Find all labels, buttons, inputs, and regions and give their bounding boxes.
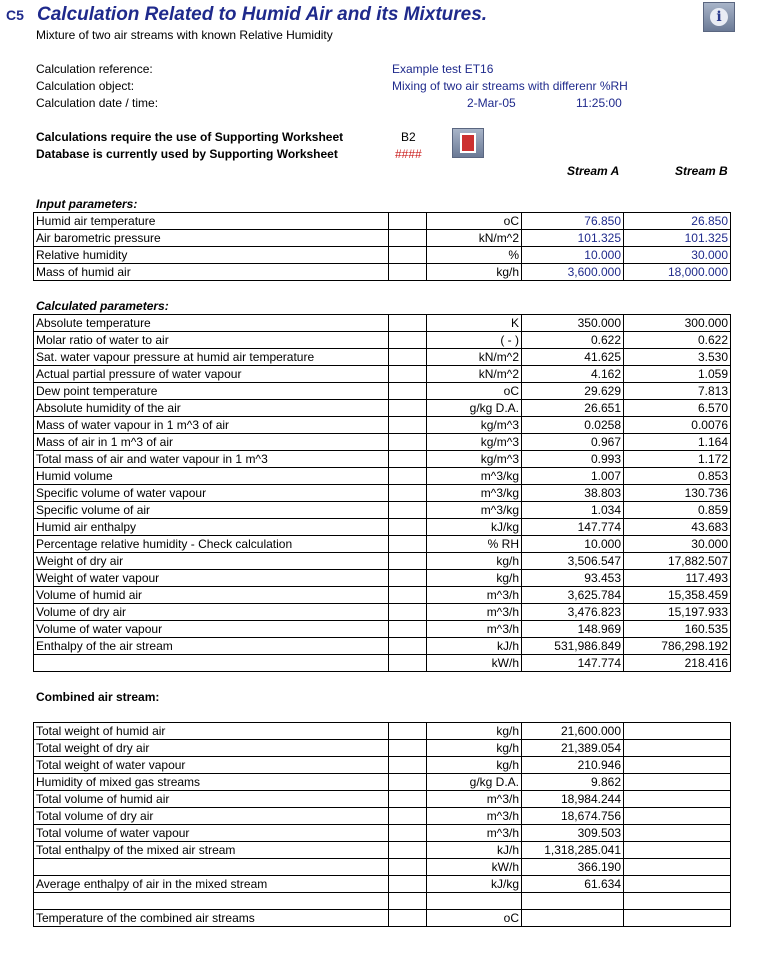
stream-a-value: 18,674.756 — [522, 808, 624, 825]
param-label: Total weight of dry air — [34, 740, 389, 757]
calc-object-value[interactable]: Mixing of two air streams with differenr %RH — [392, 79, 628, 93]
param-label: Enthalpy of the air stream — [34, 638, 389, 655]
stream-b-value: 786,298.192 — [624, 638, 731, 655]
spacer-cell — [389, 808, 427, 825]
param-label: Molar ratio of water to air — [34, 332, 389, 349]
unit-cell: kJ/kg — [427, 519, 522, 536]
stream-b-value: 6.570 — [624, 400, 731, 417]
param-label — [34, 893, 389, 910]
stream-a-value: 1,318,285.041 — [522, 842, 624, 859]
stream-a-value: 9.862 — [522, 774, 624, 791]
spacer-cell — [389, 366, 427, 383]
stream-b-value — [624, 893, 731, 910]
param-label: Total weight of water vapour — [34, 757, 389, 774]
stream-a-header: Stream A — [567, 164, 620, 178]
param-label: Air barometric pressure — [34, 230, 389, 247]
param-label: Volume of dry air — [34, 604, 389, 621]
spacer-cell — [389, 910, 427, 927]
stream-b-value: 0.622 — [624, 332, 731, 349]
stream-b-value: 7.813 — [624, 383, 731, 400]
stream-a-value: 10.000 — [522, 536, 624, 553]
param-label: Mass of air in 1 m^3 of air — [34, 434, 389, 451]
param-label: Specific volume of water vapour — [34, 485, 389, 502]
table-row — [34, 485, 731, 502]
unit-cell: m^3/h — [427, 621, 522, 638]
param-label: Total weight of humid air — [34, 723, 389, 740]
stream-b-value[interactable]: 18,000.000 — [624, 264, 731, 281]
unit-cell: kg/h — [427, 740, 522, 757]
stream-b-value: 1.164 — [624, 434, 731, 451]
table-row — [34, 434, 731, 451]
spacer-cell — [389, 604, 427, 621]
table-row — [34, 366, 731, 383]
stream-b-value: 30.000 — [624, 536, 731, 553]
unit-cell: kg/m^3 — [427, 417, 522, 434]
table-row — [34, 791, 731, 808]
spacer-cell — [389, 842, 427, 859]
param-label: Weight of water vapour — [34, 570, 389, 587]
param-label: Mass of humid air — [34, 264, 389, 281]
section-code: C5 — [6, 7, 24, 23]
unit-cell: g/kg D.A. — [427, 400, 522, 417]
stream-a-value: 210.946 — [522, 757, 624, 774]
spacer-cell — [389, 893, 427, 910]
spacer-cell — [389, 553, 427, 570]
table-row — [34, 451, 731, 468]
param-label: Average enthalpy of air in the mixed stream — [34, 876, 389, 893]
page-title: Calculation Related to Humid Air and its Mixtures. — [37, 4, 488, 25]
stream-b-value: 0.0076 — [624, 417, 731, 434]
unit-cell: kg/h — [427, 757, 522, 774]
spacer-cell — [389, 349, 427, 366]
stream-a-value: 1.034 — [522, 502, 624, 519]
unit-cell: % RH — [427, 536, 522, 553]
param-label: Actual partial pressure of water vapour — [34, 366, 389, 383]
param-label: Total mass of air and water vapour in 1 m^3 — [34, 451, 389, 468]
stream-b-value: 0.859 — [624, 502, 731, 519]
table-row — [34, 502, 731, 519]
spacer-cell — [389, 876, 427, 893]
stream-a-value[interactable]: 101.325 — [522, 230, 624, 247]
table-row — [34, 570, 731, 587]
param-label: Sat. water vapour pressure at humid air temperature — [34, 349, 389, 366]
combined-section-title: Combined air stream: — [36, 690, 160, 704]
unit-cell: K — [427, 315, 522, 332]
stream-a-value: 1.007 — [522, 468, 624, 485]
unit-cell: kN/m^2 — [427, 230, 522, 247]
table-row — [34, 757, 731, 774]
stream-a-value: 147.774 — [522, 519, 624, 536]
stream-a-value: 4.162 — [522, 366, 624, 383]
table-row — [34, 655, 731, 672]
spacer-cell — [389, 825, 427, 842]
param-label: Volume of water vapour — [34, 621, 389, 638]
table-row — [34, 400, 731, 417]
spacer-cell — [389, 570, 427, 587]
unit-cell: kW/h — [427, 655, 522, 672]
table-row — [34, 383, 731, 400]
param-label: Total volume of dry air — [34, 808, 389, 825]
spacer-cell — [389, 502, 427, 519]
calc-date-value[interactable]: 2-Mar-05 — [467, 96, 516, 110]
info-button[interactable] — [703, 2, 735, 32]
unit-cell: m^3/h — [427, 587, 522, 604]
unit-cell: oC — [427, 910, 522, 927]
spacer-cell — [389, 383, 427, 400]
unit-cell: m^3/kg — [427, 468, 522, 485]
stream-b-value — [624, 757, 731, 774]
stream-b-value: 43.683 — [624, 519, 731, 536]
spacer-cell — [389, 451, 427, 468]
spacer-cell — [389, 247, 427, 264]
page-subtitle: Mixture of two air streams with known Relative Humidity — [36, 28, 333, 42]
stream-a-value: 350.000 — [522, 315, 624, 332]
stream-a-value: 3,625.784 — [522, 587, 624, 604]
stream-a-value[interactable]: 10.000 — [522, 247, 624, 264]
stream-a-value: 61.634 — [522, 876, 624, 893]
database-usage-label: Database is currently used by Supporting Worksheet — [36, 147, 338, 161]
stream-b-value — [624, 859, 731, 876]
unit-cell: kg/m^3 — [427, 451, 522, 468]
spacer-cell — [389, 213, 427, 230]
unit-cell: g/kg D.A. — [427, 774, 522, 791]
stream-b-value: 1.059 — [624, 366, 731, 383]
spacer-cell — [389, 859, 427, 876]
info-icon: i — [710, 8, 728, 26]
param-label: Temperature of the combined air streams — [34, 910, 389, 927]
stream-a-value: 0.967 — [522, 434, 624, 451]
unit-cell: m^3/kg — [427, 502, 522, 519]
unit-cell: kg/h — [427, 723, 522, 740]
unit-cell: m^3/h — [427, 808, 522, 825]
unit-cell: m^3/h — [427, 825, 522, 842]
stream-a-value: 41.625 — [522, 349, 624, 366]
param-label: Total volume of water vapour — [34, 825, 389, 842]
stream-a-value: 21,389.054 — [522, 740, 624, 757]
param-label: Total enthalpy of the mixed air stream — [34, 842, 389, 859]
table-row — [34, 230, 731, 247]
stream-a-value: 29.629 — [522, 383, 624, 400]
stream-b-value — [624, 774, 731, 791]
stream-b-value: 15,197.933 — [624, 604, 731, 621]
spacer-cell — [389, 638, 427, 655]
unit-cell: ( - ) — [427, 332, 522, 349]
stream-b-header: Stream B — [675, 164, 728, 178]
unit-cell: % — [427, 247, 522, 264]
calc-time-value[interactable]: 11:25:00 — [576, 96, 622, 110]
param-label: Humid air temperature — [34, 213, 389, 230]
spacer-cell — [389, 264, 427, 281]
unit-cell: kN/m^2 — [427, 349, 522, 366]
table-row — [34, 536, 731, 553]
stream-a-value: 366.190 — [522, 859, 624, 876]
table-row — [34, 842, 731, 859]
table-row — [34, 723, 731, 740]
worksheet-icon — [460, 133, 476, 153]
stream-b-value[interactable]: 30.000 — [624, 247, 731, 264]
unit-cell: oC — [427, 213, 522, 230]
stream-b-value[interactable]: 101.325 — [624, 230, 731, 247]
table-row — [34, 740, 731, 757]
unit-cell — [427, 893, 522, 910]
spacer-cell — [389, 400, 427, 417]
stream-b-value — [624, 723, 731, 740]
stream-a-value[interactable]: 76.850 — [522, 213, 624, 230]
param-label: Volume of humid air — [34, 587, 389, 604]
unit-cell: kJ/h — [427, 638, 522, 655]
table-row — [34, 638, 731, 655]
spacer-cell — [389, 230, 427, 247]
param-label: Dew point temperature — [34, 383, 389, 400]
stream-a-value[interactable]: 3,600.000 — [522, 264, 624, 281]
param-label: Humid air enthalpy — [34, 519, 389, 536]
param-label: Mass of water vapour in 1 m^3 of air — [34, 417, 389, 434]
table-row — [34, 417, 731, 434]
stream-b-value: 0.853 — [624, 468, 731, 485]
spacer-cell — [389, 740, 427, 757]
stream-a-value: 147.774 — [522, 655, 624, 672]
table-row — [34, 910, 731, 927]
stream-b-value: 130.736 — [624, 485, 731, 502]
stream-b-value: 17,882.507 — [624, 553, 731, 570]
calculated-table — [33, 314, 731, 672]
stream-b-value — [624, 791, 731, 808]
spacer-cell — [389, 519, 427, 536]
stream-a-value: 3,506.547 — [522, 553, 624, 570]
param-label — [34, 859, 389, 876]
stream-a-value: 0.622 — [522, 332, 624, 349]
unit-cell: m^3/h — [427, 791, 522, 808]
stream-a-value: 18,984.244 — [522, 791, 624, 808]
stream-b-value: 300.000 — [624, 315, 731, 332]
spacer-cell — [389, 723, 427, 740]
stream-a-value: 21,600.000 — [522, 723, 624, 740]
stream-b-value[interactable]: 26.850 — [624, 213, 731, 230]
combined-table — [33, 722, 731, 927]
spacer-cell — [389, 655, 427, 672]
stream-a-value: 26.651 — [522, 400, 624, 417]
stream-b-value: 3.530 — [624, 349, 731, 366]
table-row — [34, 859, 731, 876]
stream-a-value: 531,986.849 — [522, 638, 624, 655]
unit-cell: m^3/h — [427, 604, 522, 621]
table-row — [34, 808, 731, 825]
stream-b-value — [624, 910, 731, 927]
param-label: Specific volume of air — [34, 502, 389, 519]
spacer-cell — [389, 536, 427, 553]
spacer-cell — [389, 774, 427, 791]
spacer-cell — [389, 468, 427, 485]
table-row — [34, 553, 731, 570]
param-label: Total volume of humid air — [34, 791, 389, 808]
spacer-cell — [389, 434, 427, 451]
unit-cell: kg/h — [427, 570, 522, 587]
spacer-cell — [389, 417, 427, 434]
stream-b-value: 218.416 — [624, 655, 731, 672]
spacer-cell — [389, 757, 427, 774]
table-row — [34, 876, 731, 893]
table-row — [34, 213, 731, 230]
table-row — [34, 315, 731, 332]
unit-cell: oC — [427, 383, 522, 400]
table-row — [34, 264, 731, 281]
database-usage-value: #### — [395, 147, 422, 161]
input-table — [33, 212, 731, 281]
unit-cell: kN/m^2 — [427, 366, 522, 383]
stream-b-value: 15,358.459 — [624, 587, 731, 604]
stream-b-value: 117.493 — [624, 570, 731, 587]
calculated-section-title: Calculated parameters: — [36, 299, 169, 313]
stream-a-value: 38.803 — [522, 485, 624, 502]
stream-a-value — [522, 910, 624, 927]
stream-b-value: 1.172 — [624, 451, 731, 468]
param-label — [34, 655, 389, 672]
stream-a-value: 93.453 — [522, 570, 624, 587]
param-label: Weight of dry air — [34, 553, 389, 570]
table-row — [34, 349, 731, 366]
param-label: Absolute temperature — [34, 315, 389, 332]
param-label: Percentage relative humidity - Check calculation — [34, 536, 389, 553]
param-label: Relative humidity — [34, 247, 389, 264]
table-row — [34, 519, 731, 536]
stream-b-value — [624, 808, 731, 825]
stream-a-value — [522, 893, 624, 910]
table-row — [34, 468, 731, 485]
spacer-cell — [389, 621, 427, 638]
table-row — [34, 893, 731, 910]
table-row — [34, 332, 731, 349]
spacer-cell — [389, 587, 427, 604]
spacer-cell — [389, 485, 427, 502]
worksheet-link-button[interactable] — [452, 128, 484, 158]
stream-b-value — [624, 876, 731, 893]
unit-cell: kJ/h — [427, 842, 522, 859]
worksheet-requirement-value: B2 — [401, 130, 416, 144]
spacer-cell — [389, 315, 427, 332]
spacer-cell — [389, 791, 427, 808]
table-row — [34, 604, 731, 621]
calc-reference-label: Calculation reference: — [36, 62, 153, 76]
unit-cell: m^3/kg — [427, 485, 522, 502]
spacer-cell — [389, 332, 427, 349]
unit-cell: kg/h — [427, 553, 522, 570]
worksheet-requirement-label: Calculations require the use of Supporting Worksheet — [36, 130, 344, 144]
unit-cell: kW/h — [427, 859, 522, 876]
param-label: Humid volume — [34, 468, 389, 485]
unit-cell: kg/m^3 — [427, 434, 522, 451]
table-row — [34, 621, 731, 638]
param-label: Absolute humidity of the air — [34, 400, 389, 417]
calc-date-label: Calculation date / time: — [36, 96, 159, 110]
table-row — [34, 825, 731, 842]
table-row — [34, 774, 731, 791]
table-row — [34, 587, 731, 604]
stream-a-value: 0.0258 — [522, 417, 624, 434]
stream-b-value: 160.535 — [624, 621, 731, 638]
input-section-title: Input parameters: — [36, 197, 138, 211]
stream-a-value: 309.503 — [522, 825, 624, 842]
stream-b-value — [624, 740, 731, 757]
param-label: Humidity of mixed gas streams — [34, 774, 389, 791]
stream-a-value: 0.993 — [522, 451, 624, 468]
stream-b-value — [624, 842, 731, 859]
table-row — [34, 247, 731, 264]
unit-cell: kJ/kg — [427, 876, 522, 893]
calc-reference-value[interactable]: Example test ET16 — [392, 62, 494, 76]
unit-cell: kg/h — [427, 264, 522, 281]
stream-b-value — [624, 825, 731, 842]
stream-a-value: 3,476.823 — [522, 604, 624, 621]
calc-object-label: Calculation object: — [36, 79, 135, 93]
stream-a-value: 148.969 — [522, 621, 624, 638]
